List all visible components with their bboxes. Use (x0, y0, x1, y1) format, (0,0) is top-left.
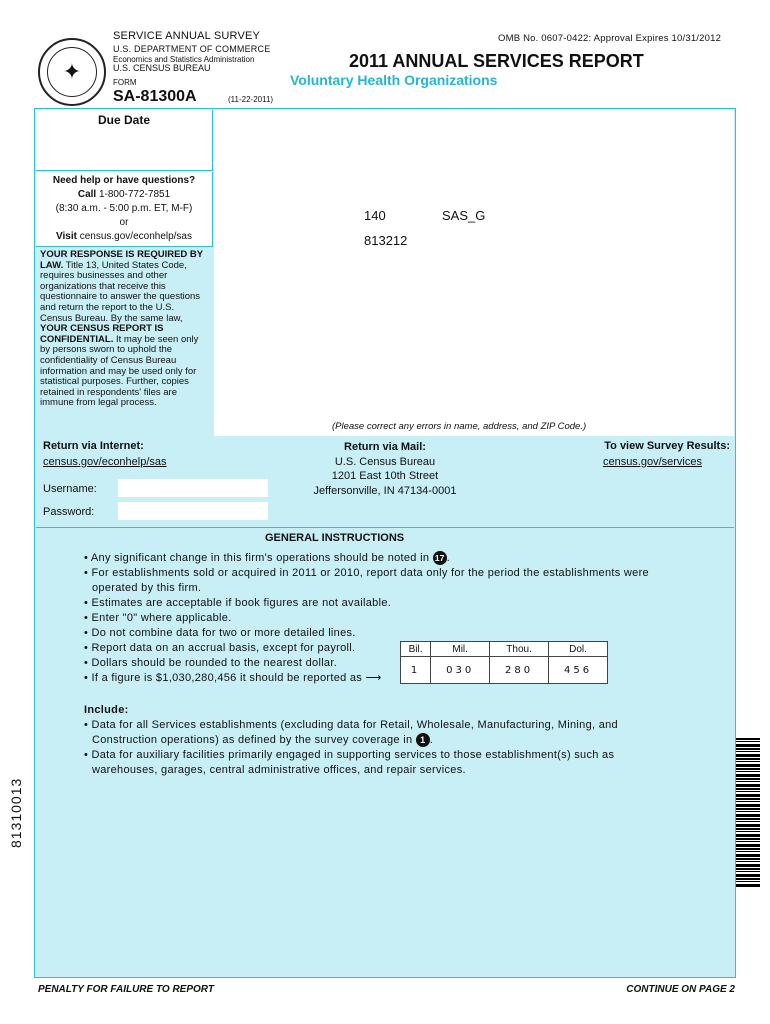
address-panel[interactable] (214, 110, 734, 436)
include-item: • Data for all Services establishments (excluding data for Retail, Wholesale, Manufacturing, Mining, and Construction operations) as defined by the survey coverage in 1 . (84, 719, 618, 746)
department: U.S. DEPARTMENT OF COMMERCE (113, 44, 271, 54)
results-url[interactable]: census.gov/services (602, 456, 702, 468)
law-confidential: YOUR CENSUS REPORT IS CONFIDENTIAL. (40, 323, 164, 345)
include-title: Include: (84, 704, 129, 716)
help-or: or (119, 217, 129, 228)
instruction-item: • If a figure is $1,030,280,456 it should be reported as ⟶ (84, 672, 382, 684)
username-field[interactable] (118, 479, 268, 497)
call-label: Call (77, 189, 97, 200)
law-required: YOUR RESPONSE IS REQUIRED BY LAW. (40, 249, 203, 271)
amount-header-thou: Thou. (490, 642, 549, 657)
help-url[interactable]: census.gov/econhelp/sas (79, 231, 192, 242)
mail-line-2: 1201 East 10th Street (331, 470, 439, 482)
arrow-right-icon: ⟶ (365, 672, 382, 684)
instruction-item: • Dollars should be rounded to the nearest dollar. (84, 657, 338, 669)
bureau: U.S. CENSUS BUREAU (113, 63, 211, 73)
instruction-item: • For establishments sold or acquired in 2011 or 2010, report data only for the period the establishments were operated by this firm. (84, 567, 649, 594)
continue-notice: CONTINUE ON PAGE 2 (626, 984, 735, 995)
amount-header-mil: Mil. (431, 642, 490, 657)
form-id-vertical: 81310013 (8, 777, 24, 848)
due-date-label: Due Date (97, 113, 150, 127)
amount-header-bil: Bil. (401, 642, 431, 657)
return-mail (300, 440, 470, 498)
instruction-item: • Report data on an accrual basis, except for payroll. (84, 642, 356, 654)
item-1-ref-icon: 1 (416, 733, 430, 747)
help-box (36, 172, 213, 247)
item-17-ref-icon: 17 (433, 551, 447, 565)
help-hours: (8:30 a.m. - 5:00 p.m. ET, M-F) (55, 203, 193, 214)
include-section (84, 703, 664, 778)
survey-name: SERVICE ANNUAL SURVEY (113, 30, 261, 42)
instruction-item: • Estimates are acceptable if book figures are not available. (84, 597, 392, 609)
instructions-title: GENERAL INSTRUCTIONS (265, 532, 405, 544)
eagle-icon: ✦ (62, 59, 82, 84)
address-note: (Please correct any errors in name, address, and ZIP Code.) (332, 421, 587, 432)
address-code-3: 813212 (364, 233, 408, 248)
section-divider (36, 527, 734, 528)
due-date-box (36, 110, 213, 171)
username-label: Username: (43, 483, 97, 495)
law-text-2: It may be seen only by persons sworn to uphold the confidentiality of Census Bureau information and may be used only for statistical purposes. Further, copies retained in respondents' files are immune from legal process. (40, 333, 199, 409)
include-item: • Data for auxiliary facilities primarily engaged in supporting services to those establishment(s) such as warehouses, garages, central administrative offices, and repair services. (84, 749, 615, 776)
visit-label: Visit (55, 231, 77, 242)
amount-digits-mil: 030 (431, 657, 490, 684)
omb-number: OMB No. 0607-0422: Approval Expires 10/31/2012 (498, 33, 722, 44)
instruction-item: • Enter "0" where applicable. (84, 612, 232, 624)
report-title: 2011 ANNUAL SERVICES REPORT (349, 51, 644, 71)
mail-line-3: Jeffersonville, IN 47134-0001 (313, 484, 457, 497)
amount-example (400, 641, 608, 684)
form-label: FORM (113, 78, 137, 87)
address-code-1: 140 (364, 208, 386, 223)
amount-digits-dol: 456 (549, 657, 608, 684)
form-number: SA-81300A (113, 88, 197, 105)
instruction-item: • Any significant change in this firm's operations should be noted in 17 . (84, 552, 450, 564)
results-title: To view Survey Results: (604, 440, 730, 452)
password-label: Password: (43, 506, 95, 518)
return-mail-title: Return via Mail: (344, 441, 426, 453)
amount-digits-thou: 280 (490, 657, 549, 684)
mail-line-1: U.S. Census Bureau (334, 455, 436, 468)
form-date: (11-22-2011) (228, 95, 274, 104)
barcode (736, 738, 760, 888)
return-internet-title: Return via Internet: (43, 440, 144, 452)
help-phone[interactable]: 1-800-772-7851 (98, 189, 171, 200)
help-title: Need help or have questions? (52, 175, 196, 186)
amount-digits-bil: 1 (401, 657, 431, 684)
legal-notice (40, 250, 208, 436)
instruction-item: • Do not combine data for two or more detailed lines. (84, 627, 356, 639)
penalty-notice: PENALTY FOR FAILURE TO REPORT (38, 984, 214, 995)
return-internet-url[interactable]: census.gov/econhelp/sas (43, 456, 167, 468)
census-seal-logo (38, 38, 106, 106)
report-subtitle: Voluntary Health Organizations (290, 72, 498, 88)
law-text-1: Title 13, United States Code, requires businesses and other organizations that receive this questionnaire to answer the questions and return the report to the U.S. Census Bureau. By the same law, (40, 259, 201, 324)
address-code-2: SAS_G (442, 208, 486, 223)
econ-admin: Economics and Statistics Administration (113, 55, 255, 64)
amount-header-dol: Dol. (549, 642, 608, 657)
password-field[interactable] (118, 502, 268, 520)
